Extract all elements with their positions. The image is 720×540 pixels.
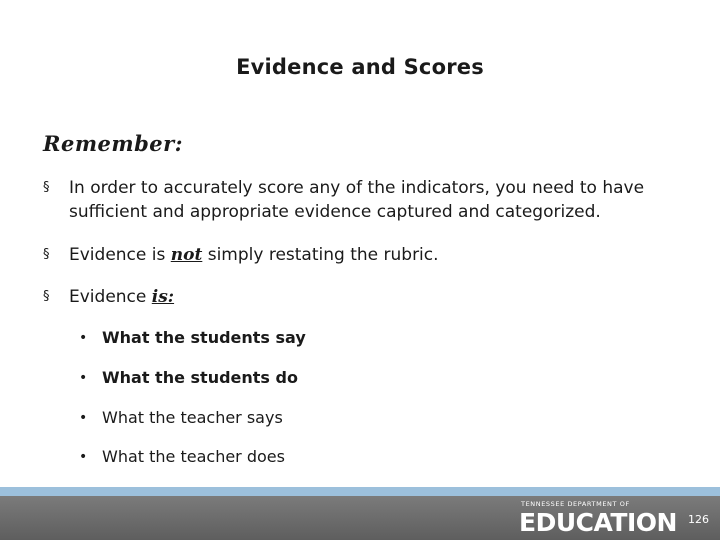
sub-bullet-text: What the students say	[102, 328, 306, 347]
bullet-item	[43, 176, 669, 224]
bullet-item	[43, 243, 669, 267]
sub-bullet-item	[79, 367, 298, 389]
bullet-text	[69, 285, 669, 309]
bullet-text-after: simply restating the rubric.	[202, 245, 439, 265]
remember-heading: Remember:	[43, 131, 183, 156]
bullet-dot-icon: •	[79, 410, 88, 426]
bullet-dot-icon: •	[79, 449, 88, 465]
sub-bullet-item	[79, 327, 306, 349]
education-logo: EDUCATION	[519, 508, 677, 537]
sub-bullet-text: What the students do	[102, 368, 298, 387]
bullet-text-before: Evidence	[69, 287, 152, 307]
bullet-dot-icon: •	[79, 370, 88, 386]
bullet-square-icon: §	[43, 289, 50, 304]
emphasis-not: not	[170, 245, 203, 265]
bullet-text	[69, 243, 669, 267]
sub-bullet-text: What the teacher says	[102, 408, 283, 427]
slide-title: Evidence and Scores	[236, 55, 484, 79]
bullet-square-icon: §	[43, 180, 50, 195]
sub-bullet-text: What the teacher does	[102, 447, 285, 466]
bullet-item	[43, 285, 669, 309]
page-number: 126	[688, 513, 709, 526]
bullet-text: In order to accurately score any of the indicators, you need to have sufficient and appropriate evidence captured and categorized.	[69, 178, 645, 222]
logo-org-line: TENNESSEE DEPARTMENT OF	[521, 500, 630, 508]
sub-bullet-item	[79, 407, 283, 429]
bullet-text-before: Evidence is	[69, 245, 171, 265]
sub-bullet-item	[79, 446, 285, 468]
bullet-dot-icon: •	[79, 330, 88, 346]
bullet-square-icon: §	[43, 247, 50, 262]
emphasis-is: is:	[151, 287, 175, 307]
footer-stripe	[0, 487, 720, 496]
